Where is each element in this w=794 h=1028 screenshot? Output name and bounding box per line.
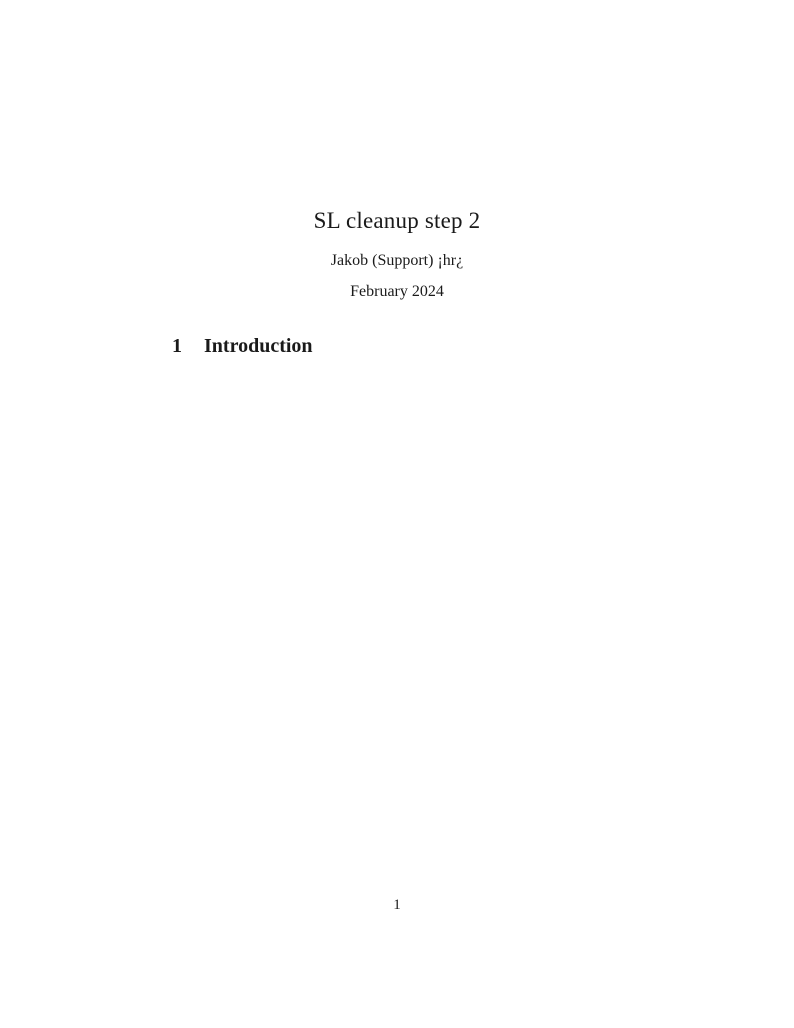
page-number: 1 xyxy=(393,897,401,913)
section-title: Introduction xyxy=(204,335,313,357)
document-date: February 2024 xyxy=(350,283,444,300)
section-heading-introduction xyxy=(172,335,313,358)
document-title: SL cleanup step 2 xyxy=(313,208,481,233)
section-number: 1 xyxy=(172,335,182,357)
document-author: Jakob (Support) ¡hr¿ xyxy=(330,252,464,269)
